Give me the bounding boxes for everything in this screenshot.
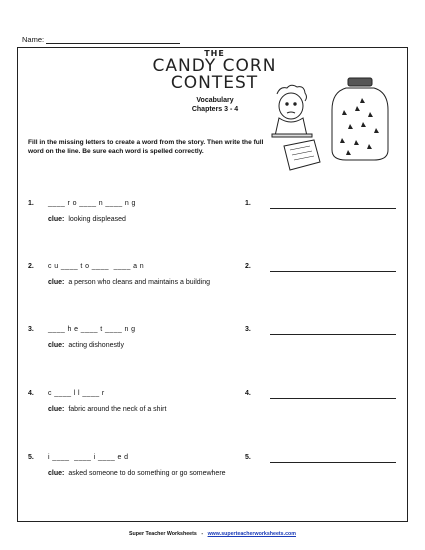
question-number: 4. xyxy=(28,390,34,397)
worksheet-subtitle xyxy=(170,96,260,114)
clue-text: acting dishonestly xyxy=(68,342,124,349)
answer-number: 3. xyxy=(245,326,251,333)
subtitle-chapters: Chapters 3 - 4 xyxy=(191,106,239,113)
clue-text: fabric around the neck of a shirt xyxy=(68,406,167,413)
answer-number: 2. xyxy=(245,263,251,270)
answer-line[interactable] xyxy=(270,398,396,399)
title-the: THE xyxy=(204,49,225,58)
footer-brand: Super Teacher Worksheets xyxy=(129,531,197,537)
question-2 xyxy=(0,263,425,293)
instructions: Fill in the missing letters to create a word from the story. Then write the full word on the line. Be sure each word is spelled correctly. xyxy=(28,139,264,155)
boy-with-candy-jar-illustration xyxy=(262,76,390,172)
candy-jar-icon xyxy=(332,78,388,160)
clue-label: clue: xyxy=(48,342,65,349)
question-1 xyxy=(0,200,425,230)
clue-row xyxy=(48,470,226,477)
name-label: Name: xyxy=(22,35,45,44)
word-pattern: c u ____ t o ____ ____ a n xyxy=(48,263,145,270)
question-3 xyxy=(0,326,425,356)
clue-row xyxy=(48,216,126,223)
footer-separator: - xyxy=(201,531,204,537)
answer-line[interactable] xyxy=(270,271,396,272)
boy-icon xyxy=(272,85,312,137)
subtitle-vocabulary: Vocabulary xyxy=(196,97,234,104)
word-pattern: i ____ ____ i ____ e d xyxy=(48,454,129,461)
paper-icon xyxy=(284,140,320,170)
question-4 xyxy=(0,390,425,420)
clue-row xyxy=(48,406,166,413)
answer-line[interactable] xyxy=(270,208,396,209)
title-line-2: CONTEST xyxy=(170,73,259,93)
answer-number: 1. xyxy=(245,200,251,207)
footer-link[interactable]: www.superteacherworksheets.com xyxy=(207,531,296,537)
word-pattern: ____ h e ____ t ____ n g xyxy=(48,326,136,333)
word-pattern: c ____ l l ____ r xyxy=(48,390,105,397)
name-row xyxy=(22,35,180,44)
question-number: 1. xyxy=(28,200,34,207)
question-number: 2. xyxy=(28,263,34,270)
clue-label: clue: xyxy=(48,406,65,413)
clue-label: clue: xyxy=(48,279,65,286)
title-line-1: CANDY CORN xyxy=(152,56,277,76)
clue-text: a person who cleans and maintains a building xyxy=(68,279,210,286)
question-5 xyxy=(0,454,425,484)
answer-line[interactable] xyxy=(270,462,396,463)
question-number: 3. xyxy=(28,326,34,333)
question-number: 5. xyxy=(28,454,34,461)
answer-number: 5. xyxy=(245,454,251,461)
name-input-line[interactable] xyxy=(46,36,180,44)
clue-label: clue: xyxy=(48,470,65,477)
clue-text: looking displeased xyxy=(68,216,126,223)
clue-row xyxy=(48,279,210,286)
footer xyxy=(0,531,425,537)
clue-label: clue: xyxy=(48,216,65,223)
clue-row xyxy=(48,342,124,349)
answer-number: 4. xyxy=(245,390,251,397)
word-pattern: ____ r o ____ n ____ n g xyxy=(48,200,136,207)
answer-line[interactable] xyxy=(270,334,396,335)
clue-text: asked someone to do something or go somewhere xyxy=(68,470,226,477)
